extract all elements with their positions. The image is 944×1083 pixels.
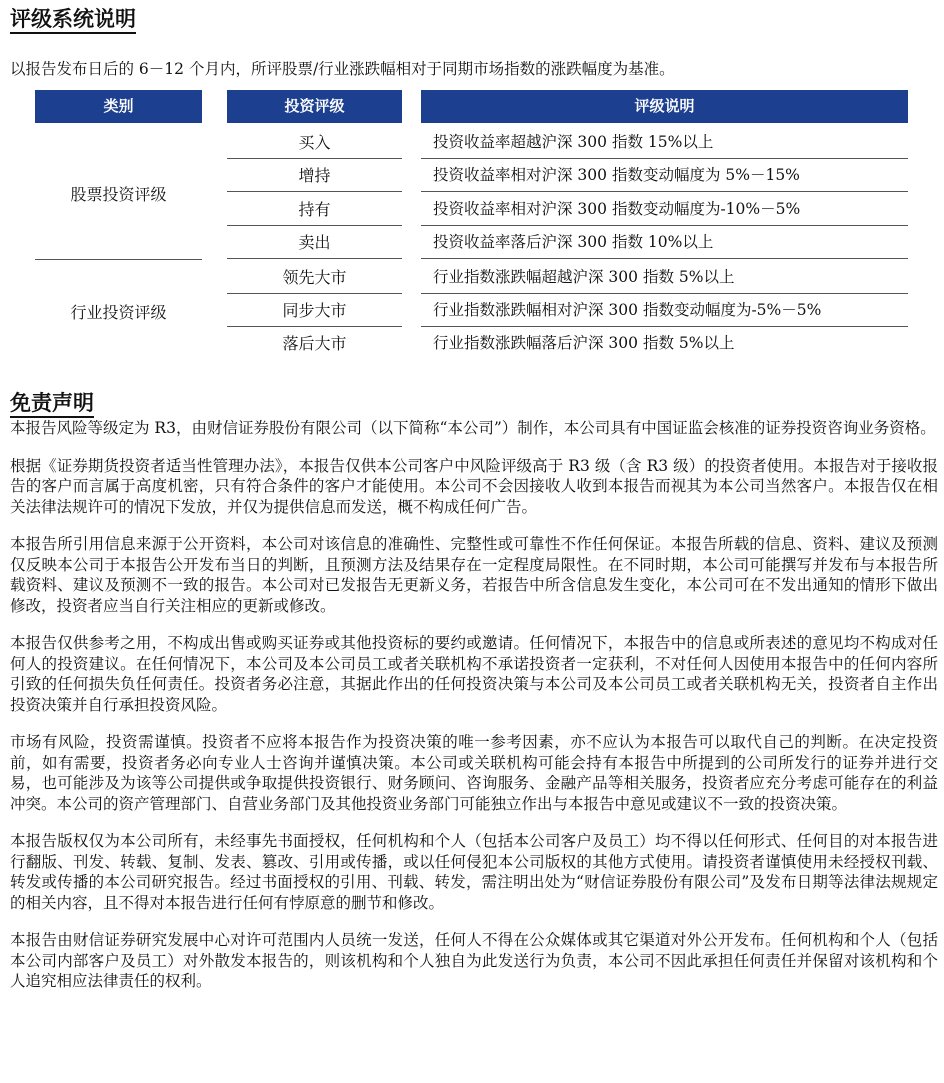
header-category: 类别 <box>35 90 202 123</box>
rating-desc: 投资收益率超越沪深 300 指数 15%以上 <box>421 126 908 159</box>
rating-desc: 投资收益率相对沪深 300 指数变动幅度为-10%－5% <box>421 193 908 226</box>
rating-level: 领先大市 <box>227 261 402 294</box>
disclaimer-section-title: 免责声明 <box>10 390 94 418</box>
rating-intro: 以报告发布日后的 6－12 个月内，所评股票/行业涨跌幅相对于同期市场指数的涨跌幅度为基准。 <box>10 60 675 78</box>
rating-level: 买入 <box>227 126 402 159</box>
disclaimer-paragraph: 本报告版权仅为本公司所有，未经事先书面授权，任何机构和个人（包括本公司客户及员工）均不得以任何形式、任何目的对本报告进行翻版、刊发、转载、复制、发表、篡改、引用或传播，或以任何侵犯本公司版权的其他方式使用。请投资者谨慎使用未经授权刊载、转发或传播的本公司研究报告。经过书面授权的引用、刊载、转发，需注明出处为“财信证券股份有限公司”及发布日期等法律法规规定的相关内容，且不得对本报告进行任何有悖原意的删节和修改。 <box>10 832 938 912</box>
category-industry: 行业投资评级 <box>70 303 167 322</box>
disclaimer-paragraph: 本报告所引用信息来源于公开资料，本公司对该信息的准确性、完整性或可靠性不作任何保证。本报告所载的信息、资料、建议及预测仅反映本公司于本报告公开发布当日的判断，且预测方法及结果存在一定程度局限性。在不同时期，本公司可能撰写并发布与本报告所载资料、建议及预测不一致的报告。本公司对已发报告无更新义务，若报告中所含信息发生变化，本公司可在不发出通知的情形下做出修改，投资者应当自行关注相应的更新或修改。 <box>10 535 938 615</box>
header-rating: 投资评级 <box>227 90 402 123</box>
disclaimer-paragraph: 本报告风险等级定为 R3，由财信证券股份有限公司（以下简称“本公司”）制作，本公司具有中国证监会核准的证券投资咨询业务资格。 <box>10 419 936 437</box>
disclaimer-paragraph: 根据《证券期货投资者适当性管理办法》，本报告仅供本公司客户中风险评级高于 R3 级（含 R3 级）的投资者使用。本报告对于接收报告的客户而言属于高度机密，只有符合条件的客户才能使用。本公司不会因接收人收到本报告而视其为本公司当然客户。本报告仅在相关法律法规许可的情况下发放，并仅为提供信息而发送，概不构成任何广告。 <box>10 456 938 516</box>
rating-level: 同步大市 <box>227 294 402 327</box>
rating-desc: 投资收益率相对沪深 300 指数变动幅度为 5%－15% <box>421 159 908 192</box>
rating-level: 落后大市 <box>282 334 347 353</box>
disclaimer-body <box>10 418 938 1009</box>
disclaimer-paragraph: 本报告由财信证券研究发展中心对许可范围内人员统一发送，任何人不得在公众媒体或其它渠道对外公开发布。任何机构和个人（包括本公司内部客户及员工）对外散发本报告的，则该机构和个人独自为此发送行为负责，本公司不因此承担任何责任并保留对该机构和个人追究相应法律责任的权利。 <box>10 931 938 990</box>
rating-desc: 投资收益率落后沪深 300 指数 10%以上 <box>421 226 908 259</box>
rating-section-title: 评级系统说明 <box>10 6 136 34</box>
disclaimer-paragraph: 市场有风险，投资需谨慎。投资者不应将本报告作为投资决策的唯一参考因素，亦不应认为本报告可以取代自己的判断。在决定投资前，如有需要，投资者务必向专业人士咨询并谨慎决策。本公司或关联机构可能会持有本报告中所提到的公司所发行的证券并进行交易，也可能涉及为该等公司提供或争取提供投资银行、财务顾问、咨询服务、金融产品等相关服务，投资者应充分考虑可能存在的利益冲突。本公司的资产管理部门、自营业务部门及其他投资业务部门可能独立作出与本报告中意见或建议不一致的投资决策。 <box>10 733 938 813</box>
rating-desc: 行业指数涨跌幅落后沪深 300 指数 5%以上 <box>433 334 735 352</box>
header-description: 评级说明 <box>421 90 908 123</box>
rating-desc: 行业指数涨跌幅超越沪深 300 指数 5%以上 <box>421 261 908 294</box>
rating-level: 卖出 <box>227 226 402 259</box>
rating-level: 持有 <box>227 193 402 226</box>
category-stock: 股票投资评级 <box>70 185 167 204</box>
category-divider <box>35 259 202 260</box>
rating-desc: 行业指数涨跌幅相对沪深 300 指数变动幅度为-5%－5% <box>421 294 908 327</box>
disclaimer-paragraph: 本报告仅供参考之用，不构成出售或购买证券或其他投资标的要约或邀请。任何情况下，本报告中的信息或所表述的意见均不构成对任何人的投资建议。在任何情况下，本公司及本公司员工或者关联机构不承诺投资者一定获利，不对任何人因使用本报告中的任何内容所引致的任何损失负任何责任。投资者务必注意，其据此作出的任何投资决策与本公司及本公司员工或者关联机构无关，投资者自主作出投资决策并自行承担投资风险。 <box>10 634 938 714</box>
rating-level: 增持 <box>227 159 402 192</box>
